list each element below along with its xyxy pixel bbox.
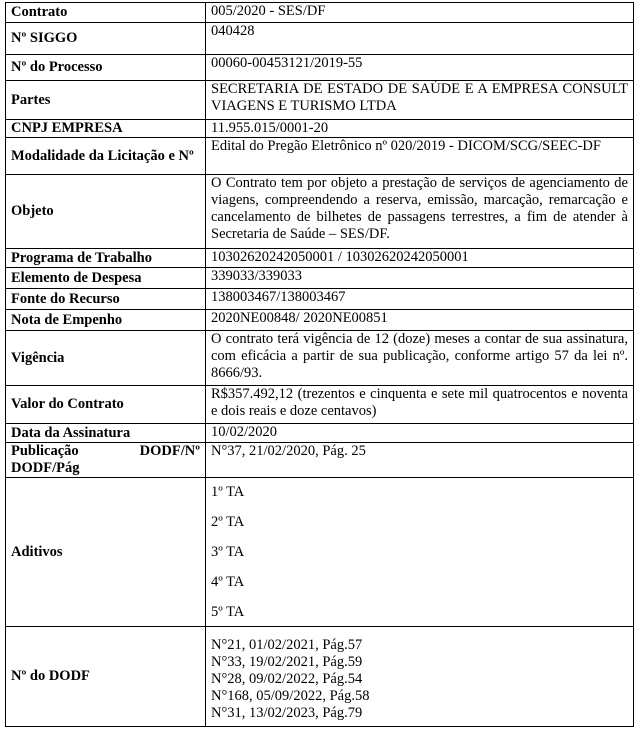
dodf-item: N°168, 05/09/2022, Pág.58 — [211, 688, 370, 704]
value-elemento: 339033/339033 — [206, 268, 634, 289]
dodf-item: N°21, 01/02/2021, Pág.57 — [211, 637, 363, 653]
label-assinatura: Data da Assinatura — [6, 424, 206, 443]
label-vigencia: Vigência — [6, 331, 206, 386]
value-programa: 10302620242050001 / 10302620242050001 — [206, 249, 634, 268]
value-valor: R$357.492,12 (trezentos e cinquenta e sete mil quatrocentos e noventa e dois reais e doze centavos) — [206, 386, 634, 424]
row-elemento — [6, 268, 634, 289]
label-elemento: Elemento de Despesa — [6, 268, 206, 289]
value-contrato: 005/2020 - SES/DF — [206, 3, 634, 23]
value-publicacao: N°37, 21/02/2020, Pág. 25 — [206, 443, 634, 478]
row-vigencia — [6, 331, 634, 386]
row-valor — [6, 386, 634, 424]
aditivo-item: 5º TA — [211, 604, 245, 620]
value-cnpj: 11.955.015/0001-20 — [206, 120, 634, 138]
dodf-item: N°31, 13/02/2023, Pág.79 — [211, 705, 363, 721]
value-dodf — [206, 627, 634, 727]
dodf-item: N°28, 09/02/2022, Pág.54 — [211, 671, 363, 687]
row-publicacao — [6, 443, 634, 478]
label-fonte: Fonte do Recurso — [6, 289, 206, 310]
row-empenho — [6, 310, 634, 331]
label-modalidade: Modalidade da Licitação e Nº — [6, 138, 206, 175]
dodf-item: N°33, 19/02/2021, Pág.59 — [211, 654, 363, 670]
value-fonte: 138003467/138003467 — [206, 289, 634, 310]
row-processo — [6, 55, 634, 81]
label-dodf: Nº do DODF — [6, 627, 206, 727]
row-dodf — [6, 627, 634, 727]
value-modalidade: Edital do Pregão Eletrônico nº 020/2019 - DICOM/SCG/SEEC-DF — [206, 138, 634, 175]
aditivo-item: 2º TA — [211, 514, 245, 530]
value-processo: 00060-00453121/2019-55 — [206, 55, 634, 81]
label-cnpj: CNPJ EMPRESA — [6, 120, 206, 138]
label-programa: Programa de Trabalho — [6, 249, 206, 268]
value-aditivos — [206, 478, 634, 627]
row-modalidade — [6, 138, 634, 175]
value-assinatura: 10/02/2020 — [206, 424, 634, 443]
row-partes — [6, 81, 634, 120]
label-empenho: Nota de Empenho — [6, 310, 206, 331]
row-objeto — [6, 175, 634, 249]
aditivo-item: 3º TA — [211, 544, 245, 560]
value-empenho: 2020NE00848/ 2020NE00851 — [206, 310, 634, 331]
label-objeto: Objeto — [6, 175, 206, 249]
label-siggo: Nº SIGGO — [6, 23, 206, 55]
row-aditivos — [6, 478, 634, 627]
label-aditivos: Aditivos — [6, 478, 206, 627]
value-siggo: 040428 — [206, 23, 634, 55]
row-fonte — [6, 289, 634, 310]
aditivo-item: 4º TA — [211, 574, 245, 590]
value-vigencia: O contrato terá vigência de 12 (doze) meses a contar de sua assinatura, com eficácia a partir de sua publicação, conforme artigo 57 da lei nº. 8666/93. — [206, 331, 634, 386]
value-objeto: O Contrato tem por objeto a prestação de serviços de agenciamento de viagens, compreendendo a reserva, emissão, marcação, remarcação e cancelamento de bilhetes de passagens terrestres, a fim de atender à Secretaria de Saúde – SES/DF. — [206, 175, 634, 249]
row-cnpj — [6, 120, 634, 138]
row-contrato — [6, 3, 634, 23]
label-contrato: Contrato — [6, 3, 206, 23]
row-assinatura — [6, 424, 634, 443]
label-publicacao — [6, 443, 206, 478]
label-publicacao-text: Publicação DODF/Nº DODF/Pág — [11, 443, 200, 476]
contract-table — [5, 2, 634, 727]
aditivo-item: 1º TA — [211, 484, 245, 500]
label-partes: Partes — [6, 81, 206, 120]
row-programa — [6, 249, 634, 268]
value-partes: SECRETARIA DE ESTADO DE SAÚDE E A EMPRESA CONSULT VIAGENS E TURISMO LTDA — [206, 81, 634, 120]
row-siggo — [6, 23, 634, 55]
label-processo: Nº do Processo — [6, 55, 206, 81]
label-valor: Valor do Contrato — [6, 386, 206, 424]
